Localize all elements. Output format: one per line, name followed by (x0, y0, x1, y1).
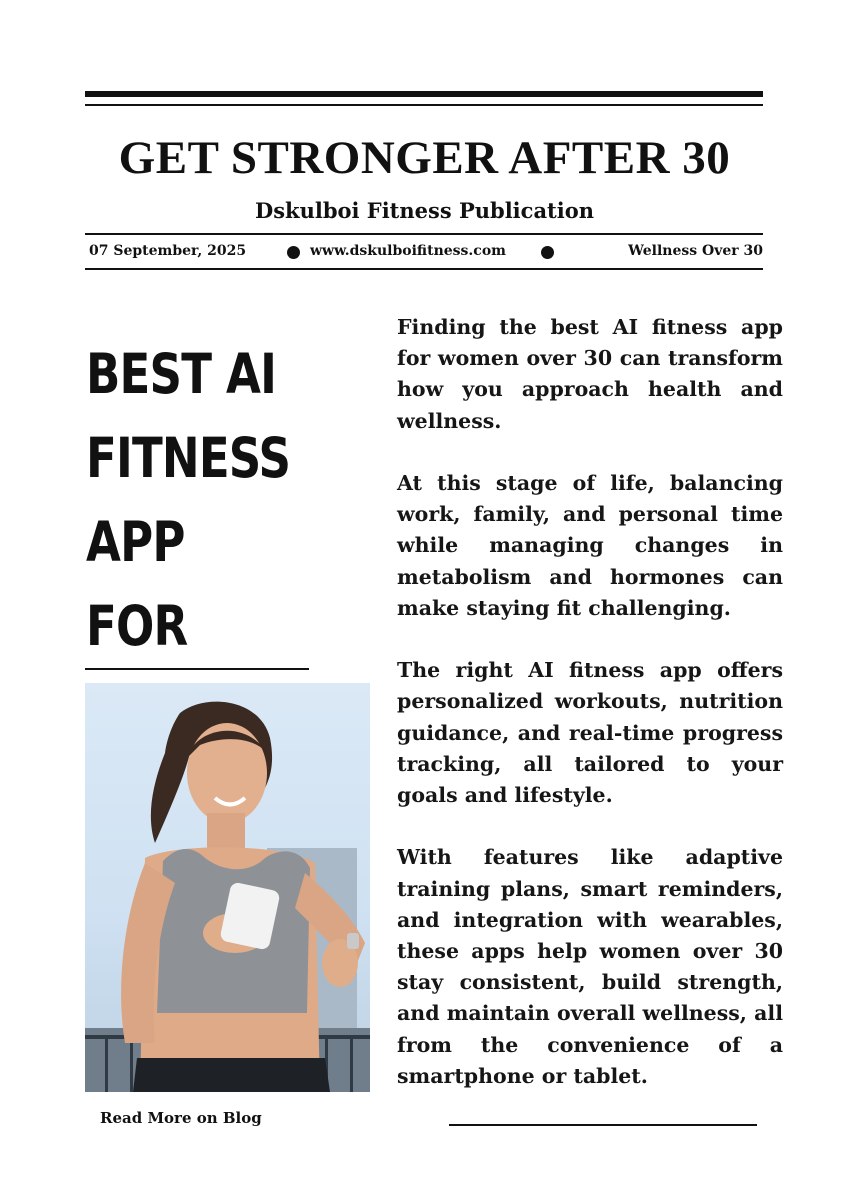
website-link[interactable]: www.dskulboifitness.com (310, 243, 506, 259)
article-paragraph-4: With features like adaptive training plans, smart reminders, and integration with wearables, these apps help women over 30 stay consistent, build strength, and maintain overall wellness, all from the convenience of a smartphone or tablet. (397, 845, 783, 1088)
masthead-top-thick-rule (85, 91, 763, 97)
section-name: Wellness Over 30 (628, 243, 763, 259)
read-more-link[interactable]: Read More on Blog (100, 1109, 262, 1127)
publication-title: GET STRONGER AFTER 30 (118, 132, 731, 184)
article-paragraph-2: At this stage of life, balancing work, family, and personal time while managing changes in metabolism and hormones can make staying fit challenging. (397, 471, 783, 620)
bullet-dot-left (287, 246, 300, 259)
article-photo (85, 683, 370, 1092)
masthead-top-thin-rule (85, 104, 763, 106)
article-headline: BEST AI FITNESS APP FOR (86, 342, 291, 658)
bullet-dot-right (541, 246, 554, 259)
publication-subtitle: Dskulboi Fitness Publication (254, 198, 595, 223)
footer-rule (449, 1124, 757, 1126)
meta-top-rule (85, 233, 763, 235)
article-paragraph-3: The right AI fitness app offers personalized workouts, nutrition guidance, and real-time progress tracking, all tailored to your goals and lifestyle. (397, 658, 783, 808)
headline-underline (85, 668, 309, 670)
article-paragraph-1: Finding the best AI fitness app for women over 30 can transform how you approach health and wellness. (397, 315, 783, 433)
article-body (397, 312, 783, 1123)
issue-date: 07 September, 2025 (89, 243, 247, 259)
meta-bottom-rule (85, 268, 763, 270)
